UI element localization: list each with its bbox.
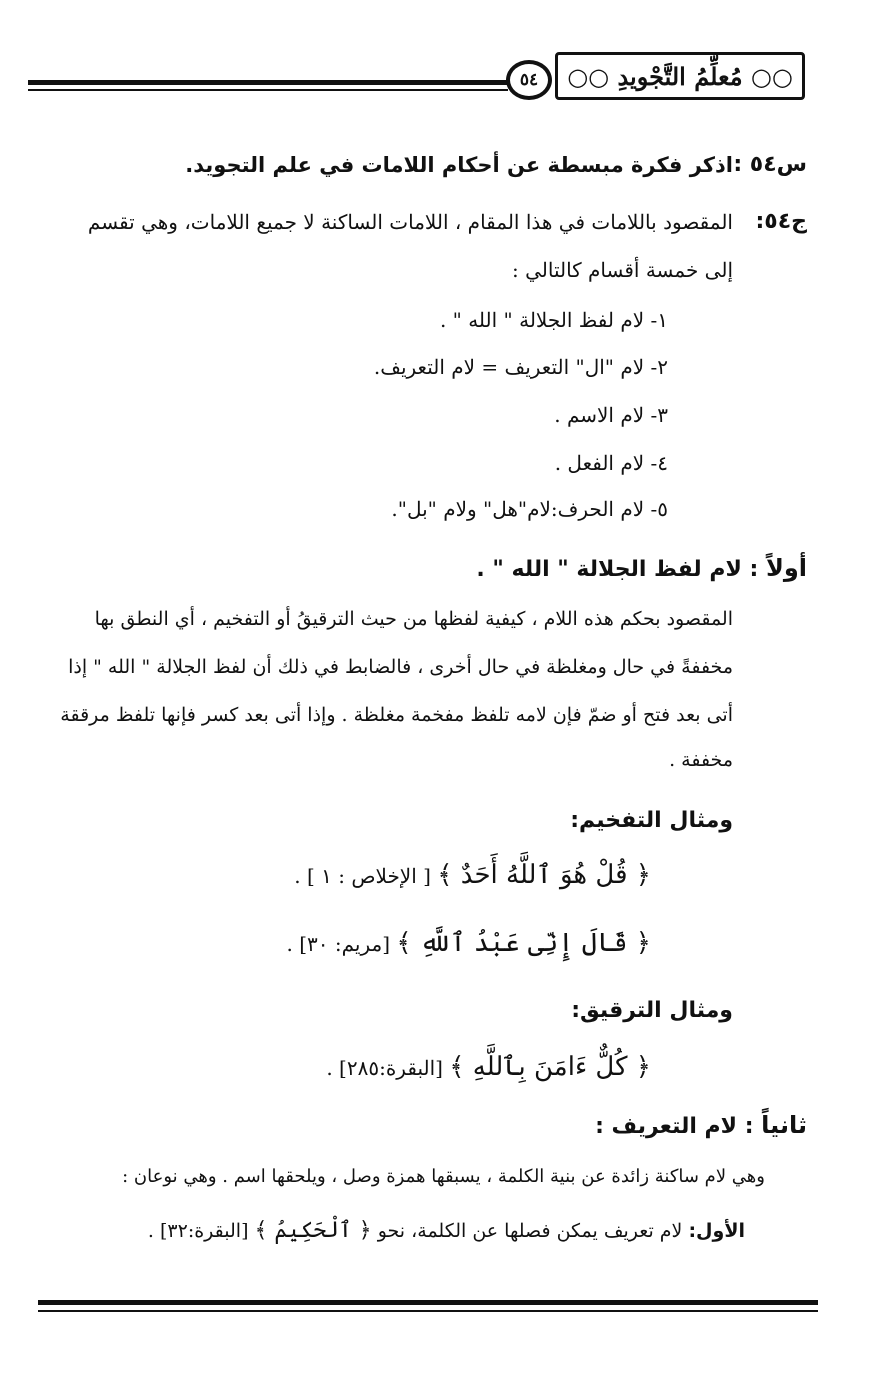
tafkheem-example [286, 928, 651, 960]
quran-verse: ﴿ قَالَ إِنِّى عَبْدُ ٱللَّهِ ﴾ [396, 928, 651, 958]
tarqeeq-label: ومثال الترقيق: [571, 998, 733, 1023]
answer-line-2: إلى خمسة أقسام كالتالي : [511, 258, 733, 282]
tafkheem-example [294, 860, 651, 892]
running-header [555, 52, 805, 100]
page-number-badge [506, 60, 552, 100]
section2-paragraph: وهي لام ساكنة زائدة عن بنية الكلمة ، يسبقها همزة وصل ، ويلحقها اسم . وهي نوعان : [122, 1166, 765, 1187]
verse-reference: [مريم: ٣٠] . [286, 932, 397, 956]
section2-heading-rest: : لام التعريف : [595, 1114, 762, 1139]
section1-heading-bold: أولاً [765, 554, 807, 582]
section1-paragraph-line: مخففةً في حال ومغلظة في حال أخرى ، فالضابط في ذلك أن لفظ الجلالة " الله " إذا [68, 656, 733, 678]
answer-label: ج٥٤: [755, 209, 807, 234]
book-title: ○○ مُعلِّمُ التَّجْويدِ ○○ [567, 61, 793, 91]
section1-paragraph-line: أتى بعد فتح أو ضمّ فإن لامه تلفظ مفخمة مغلظة . وإذا أتى بعد كسر فإنها تلفظ مرققة [60, 704, 733, 726]
section2-heading-bold: ثانياً [761, 1111, 807, 1139]
section1-heading-rest: : لام لفظ الجلالة " الله " . [476, 557, 766, 582]
page-number: ٥٤ [519, 70, 539, 90]
first-type-text: لام تعريف يمكن فصلها عن الكلمة، نحو [371, 1220, 689, 1242]
quran-verse: ﴿ ٱلْحَكِيمُ ﴾ [254, 1218, 372, 1243]
first-type-label: الأول: [688, 1220, 745, 1242]
section1-paragraph-line: المقصود بحكم هذه اللام ، كيفية لفظها من حيث الترقيقُ أو التفخيم ، أي النطق بها [94, 608, 733, 630]
quran-verse: ﴿ كُلٌّ ءَامَنَ بِٱللَّهِ ﴾ [449, 1052, 651, 1082]
footer-rule-thin [38, 1310, 818, 1312]
section1-paragraph-line: مخففة . [669, 749, 733, 771]
header-rule-thick [28, 80, 508, 85]
list-item: ٢- لام "ال" التعريف = لام التعريف. [373, 355, 668, 379]
footer-rule-thick [38, 1300, 818, 1305]
tarqeeq-example [326, 1052, 651, 1084]
verse-reference: [البقرة:٣٢] . [147, 1220, 255, 1242]
section2-first-type [148, 1216, 745, 1246]
quran-verse: ﴿ قُلْ هُوَ ٱللَّهُ أَحَدٌ ﴾ [437, 860, 651, 890]
list-item: ٥- لام الحرف:لام"هل" ولام "بل". [391, 497, 668, 521]
list-item: ١- لام لفظ الجلالة " الله " . [439, 308, 668, 332]
verse-reference: [ الإخلاص : ١ ] . [294, 864, 438, 888]
question-text: اذكر فكرة مبسطة عن أحكام اللامات في علم التجويد. [185, 153, 733, 177]
tafkheem-label: ومثال التفخيم: [570, 808, 733, 833]
section2-heading [595, 1110, 807, 1142]
header-rule-thin [28, 89, 508, 91]
verse-reference: [البقرة:٢٨٥] . [326, 1056, 450, 1080]
list-item: ٣- لام الاسم . [554, 403, 668, 427]
question-label: س٥٤ : [733, 152, 807, 177]
answer-line-1: المقصود باللامات في هذا المقام ، اللامات الساكنة لا جميع اللامات، وهي تقسم [87, 210, 733, 234]
list-item: ٤- لام الفعل . [554, 451, 668, 475]
section1-heading [476, 553, 807, 585]
